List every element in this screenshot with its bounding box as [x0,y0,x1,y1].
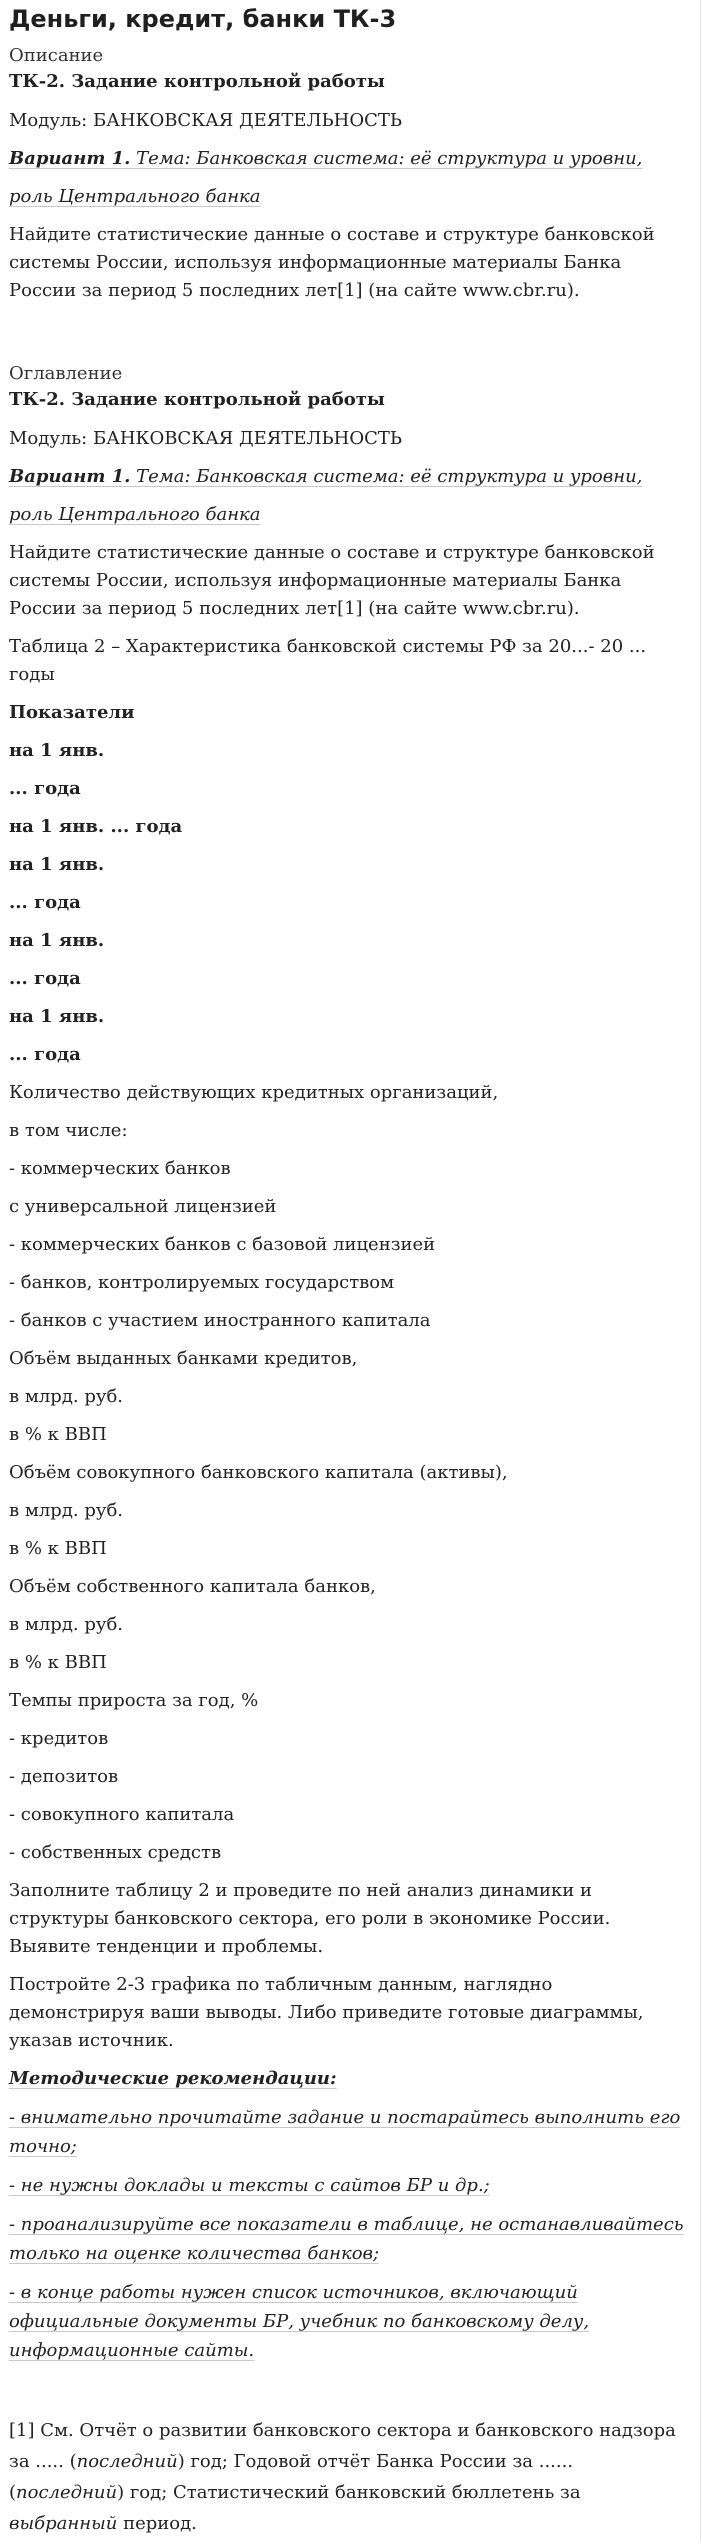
table-row: - депозитов [9,1766,119,1787]
instruction-paragraph: Заполните таблицу 2 и проведите по ней анализ динамики и структуры банковского сектора, его роли в экономике России. Выявите тенденции и проблемы. [9,1880,611,1957]
table-header [9,699,691,1069]
contents-variant-cont: роль Центрального банка [9,504,261,525]
contents-heading: ТК-2. Задание контрольной работы [9,389,385,410]
section-spacer [9,315,691,361]
methods-title: Методические рекомендации: [9,2068,337,2089]
footnote-part: ) год; Статистический банковский бюллетень за [117,2482,581,2503]
contents-variant-topic: Тема: Банковская система: её структура и уровни, [130,466,643,487]
table-row: в млрд. руб. [9,1386,124,1407]
footnote-emphasis: последний [76,2451,178,2472]
table-row: - банков, контролируемых государством [9,1272,395,1293]
table-header-cell: на 1 янв. [9,740,105,761]
table-header-cell: на 1 янв. [9,1006,105,1027]
instruction-paragraph: Постройте 2-3 графика по табличным данным, наглядно демонстрируя ваши выводы. Либо приведите готовые диаграммы, указав источник. [9,1974,644,2051]
table-row: в млрд. руб. [9,1500,124,1521]
table-header-cell: на 1 янв. [9,854,105,875]
table-row: Количество действующих кредитных организаций, [9,1082,499,1103]
description-label: Описание [9,45,104,66]
table-row: Объём совокупного банковского капитала (активы), [9,1462,508,1483]
description-variant-topic: Тема: Банковская система: её структура и уровни, [130,148,643,169]
methods-section [9,2065,691,2365]
description-variant-label: Вариант 1. [9,148,131,169]
table-row: - собственных средств [9,1842,222,1863]
table-header-cell: ... года [9,1044,81,1065]
footnote-emphasis: последний [16,2482,118,2503]
table-row: Объём выданных банками кредитов, [9,1348,358,1369]
recommendation-item: - не нужны доклады и тексты с сайтов БР и др.; [9,2175,490,2196]
description-variant-cont: роль Центрального банка [9,186,261,207]
table-header-cell: ... года [9,968,81,989]
instructions [9,1877,691,2055]
footnote-emphasis: выбранный [9,2513,118,2534]
table-row: с универсальной лицензией [9,1196,277,1217]
description-section [9,43,691,305]
footnote-part: ) год; Годовой отчёт Банка России за ...... ( [9,2451,574,2503]
table-row: в млрд. руб. [9,1614,124,1635]
table-row: Объём собственного капитала банков, [9,1576,376,1597]
contents-task: Найдите статистические данные о составе и структуре банковской системы России, используя информационные материалы Банка России за период 5 последних лет[1] (на сайте www.cbr.ru). [9,542,655,619]
contents-variant-label: Вариант 1. [9,466,131,487]
contents-section [9,361,691,689]
description-module: Модуль: БАНКОВСКАЯ ДЕЯТЕЛЬНОСТЬ [9,110,402,131]
recommendation-item: - внимательно прочитайте задание и постарайтесь выполнить его точно; [9,2107,681,2157]
table-header-cell: на 1 янв. [9,930,105,951]
footnote-part: [1] См. Отчёт о развитии банковского сектора и банковского надзора за ..... ( [9,2420,676,2472]
table-caption: Таблица 2 – Характеристика банковской системы РФ за 20...- 20 ... годы [9,636,647,685]
table-row: - кредитов [9,1728,109,1749]
footnote-part: период. [117,2513,197,2534]
table-rows [9,1079,691,1867]
table-row: - коммерческих банков [9,1158,231,1179]
recommendation-item: - в конце работы нужен список источников, включающий официальные документы БР, учебник по банковскому делу, информационные сайты. [9,2282,590,2361]
page-title: Деньги, кредит, банки ТК-3 [9,5,397,33]
table-row: - совокупного капитала [9,1804,235,1825]
recommendation-item: - проанализируйте все показатели в таблице, не останавливайтесь только на оценке количества банков; [9,2214,684,2264]
table-row: в % к ВВП [9,1652,107,1673]
table-header-cell: Показатели [9,702,135,723]
contents-module: Модуль: БАНКОВСКАЯ ДЕЯТЕЛЬНОСТЬ [9,428,402,449]
table-header-cell: ... года [9,892,81,913]
table-header-cell: ... года [9,778,81,799]
table-row: в % к ВВП [9,1538,107,1559]
contents-variant [9,463,691,491]
contents-label: Оглавление [9,363,123,384]
table-row: в том числе: [9,1120,128,1141]
table-row: - коммерческих банков с базовой лицензией [9,1234,436,1255]
description-task: Найдите статистические данные о составе и структуре банковской системы России, используя информационные материалы Банка России за период 5 последних лет[1] (на сайте www.cbr.ru). [9,224,655,301]
table-row: Темпы прироста за год, % [9,1690,259,1711]
table-row: - банков с участием иностранного капитала [9,1310,431,1331]
description-heading: ТК-2. Задание контрольной работы [9,71,385,92]
footnote-spacer [9,2375,691,2415]
description-variant [9,145,691,173]
footnote [9,2415,691,2539]
table-row: в % к ВВП [9,1424,107,1445]
table-header-cell: на 1 янв. ... года [9,816,183,837]
